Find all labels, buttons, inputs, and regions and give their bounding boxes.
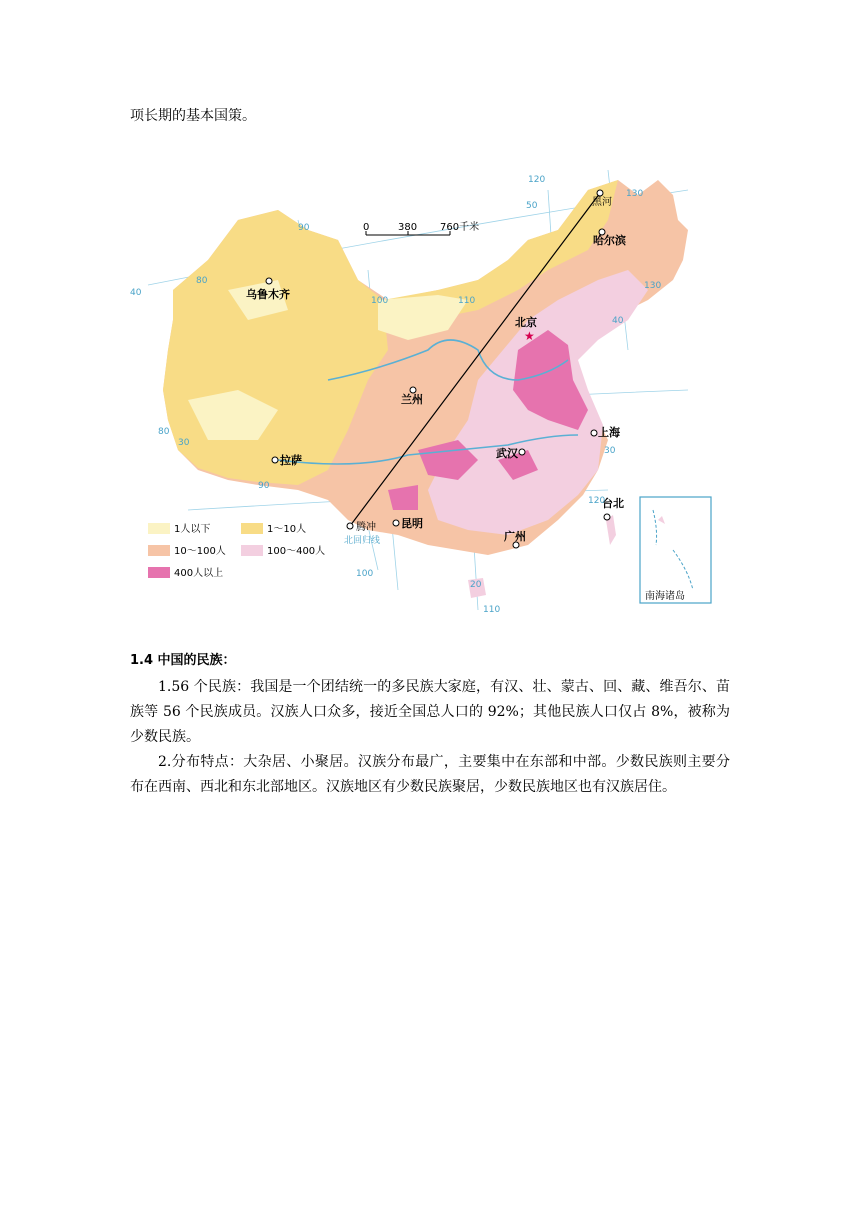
degree-label: 30 bbox=[604, 446, 616, 456]
city-taipei: 台北 bbox=[602, 497, 624, 510]
legend-label-5: 400人以上 bbox=[174, 568, 224, 579]
degree-label: 130 bbox=[644, 281, 662, 291]
ethnic-section bbox=[130, 648, 730, 800]
map-legend bbox=[148, 522, 325, 579]
scale-tick-1: 380 bbox=[398, 222, 418, 233]
legend-swatch-2 bbox=[241, 523, 263, 534]
city-harbin: 哈尔滨 bbox=[593, 234, 626, 247]
legend-label-3: 10～100人 bbox=[174, 546, 226, 557]
degree-label: 80 bbox=[158, 427, 170, 437]
city-urumqi: 乌鲁木齐 bbox=[246, 288, 290, 301]
scale-tick-0: 0 bbox=[363, 222, 370, 233]
inset-label: 南海诸岛 bbox=[645, 591, 685, 602]
legend-swatch-5 bbox=[148, 567, 170, 578]
capital-star-icon: ★ bbox=[524, 329, 535, 343]
legend-swatch-1 bbox=[148, 523, 170, 534]
degree-label: 100 bbox=[371, 296, 389, 306]
legend-swatch-3 bbox=[148, 545, 170, 556]
tropic-label: 北回归线 bbox=[344, 536, 381, 546]
legend-swatch-4 bbox=[241, 545, 263, 556]
degree-label: 90 bbox=[298, 223, 310, 233]
paragraph-1: 1.56 个民族：我国是一个团结统一的多民族大家庭，有汉、壮、蒙古、回、藏、维吾尔、苗族等 56 个民族成员。汉族人口众多，接近全国总人口的 92%；其他民族人口仅占 8%，被称为少数民族。 bbox=[130, 679, 730, 745]
degree-label: 40 bbox=[612, 316, 624, 326]
section-heading: 1.4 中国的民族： bbox=[130, 653, 236, 668]
legend-label-2: 1～10人 bbox=[267, 524, 307, 535]
city-tengchong: 腾冲 bbox=[356, 522, 376, 533]
city-kunming: 昆明 bbox=[401, 517, 423, 530]
city-heihe: 黑河 bbox=[592, 197, 612, 208]
degree-label: 40 bbox=[130, 288, 142, 298]
city-guangzhou: 广州 bbox=[504, 530, 526, 543]
scale-tick-2: 760千米 bbox=[440, 222, 480, 233]
degree-label: 90 bbox=[258, 481, 270, 491]
degree-label: 110 bbox=[483, 605, 501, 612]
degree-label: 80 bbox=[196, 276, 208, 286]
paragraph-2: 2.分布特点：大杂居、小聚居。汉族分布最广，主要集中在东部和中部。少数民族则主要分布在西南、西北和东北部地区。汉族地区有少数民族聚居，少数民族地区也有汉族居住。 bbox=[130, 754, 730, 795]
city-shanghai: 上海 bbox=[598, 426, 620, 439]
population-density-map bbox=[128, 150, 728, 612]
city-lanzhou: 兰州 bbox=[401, 393, 423, 406]
degree-label: 120 bbox=[588, 496, 606, 506]
degree-label: 30 bbox=[178, 438, 190, 448]
degree-label: 110 bbox=[458, 296, 476, 306]
city-wuhan: 武汉 bbox=[496, 447, 518, 460]
legend-label-1: 1人以下 bbox=[174, 524, 211, 535]
degree-label: 100 bbox=[356, 569, 374, 579]
south-china-sea-inset bbox=[640, 497, 711, 603]
degree-label: 50 bbox=[526, 201, 538, 211]
city-lhasa: 拉萨 bbox=[280, 454, 302, 467]
degree-label: 130 bbox=[626, 189, 644, 199]
degree-label: 120 bbox=[528, 175, 546, 185]
degree-label: 20 bbox=[470, 580, 482, 590]
city-beijing: 北京 bbox=[515, 316, 537, 329]
legend-label-4: 100～400人 bbox=[267, 546, 326, 557]
scale-bar bbox=[363, 220, 479, 235]
top-text: 项长期的基本国策。 bbox=[130, 108, 256, 124]
